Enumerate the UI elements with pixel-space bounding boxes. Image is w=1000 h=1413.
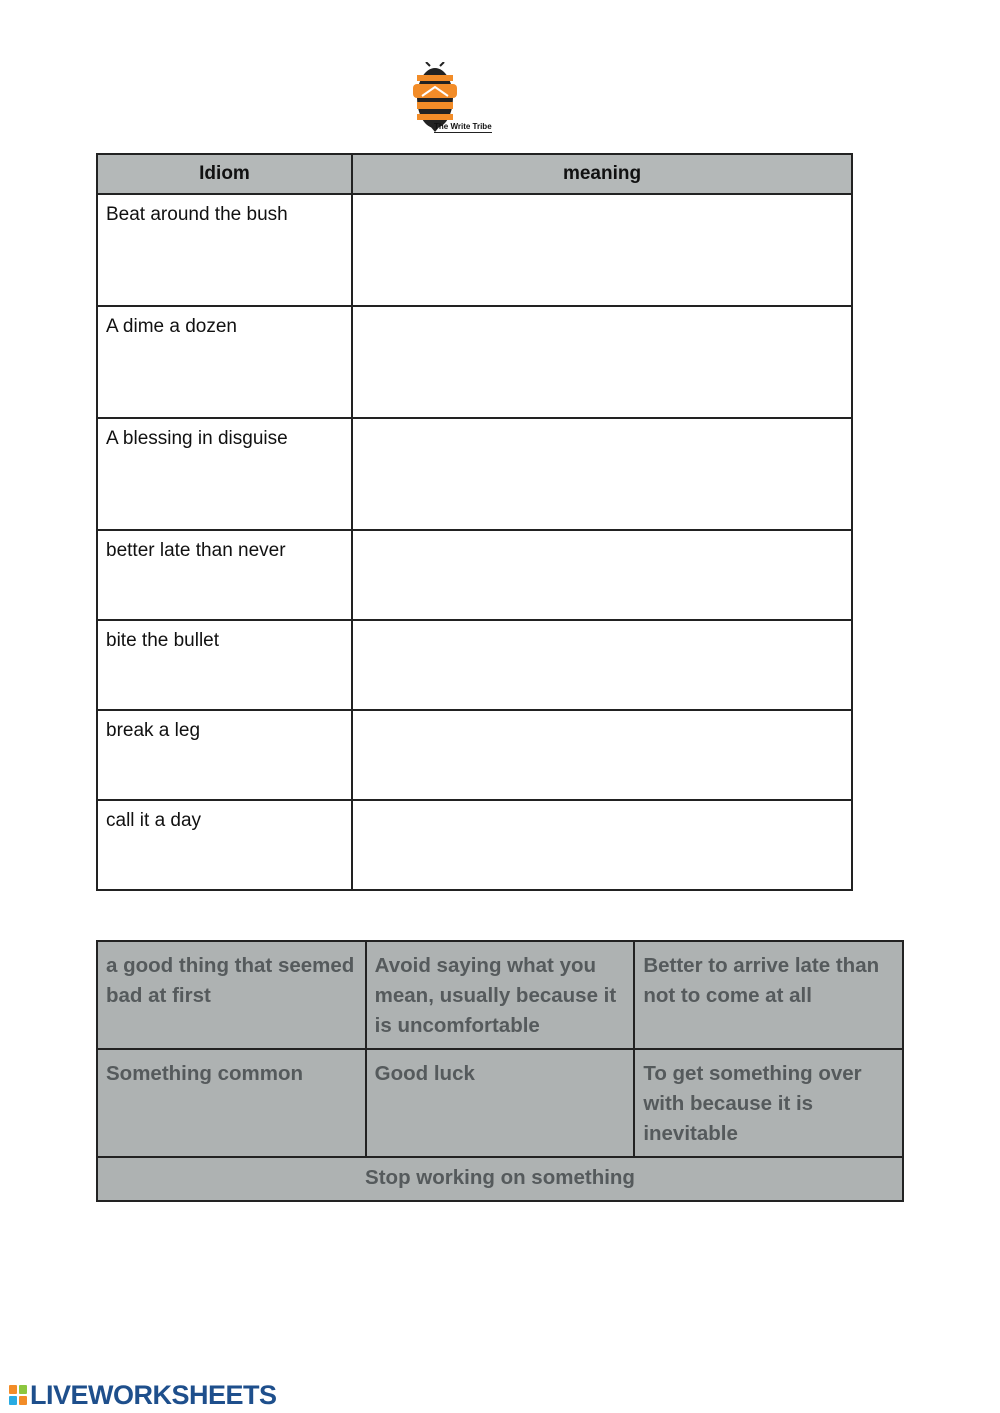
table-row: [97, 194, 852, 306]
meaning-answer-cell[interactable]: [352, 620, 852, 710]
idiom-cell: A dime a dozen: [97, 306, 352, 418]
table-row: [97, 1157, 903, 1201]
meaning-option[interactable]: Stop working on something: [97, 1157, 903, 1201]
meaning-option[interactable]: To get something over with because it is inevitable: [634, 1049, 903, 1157]
meaning-answer-cell[interactable]: [352, 710, 852, 800]
idiom-header: Idiom: [97, 154, 352, 194]
meaning-answer-cell[interactable]: [352, 306, 852, 418]
meaning-answer-cell[interactable]: [352, 194, 852, 306]
table-row: [97, 530, 852, 620]
liveworksheets-footer[interactable]: [8, 1380, 277, 1410]
meaning-option[interactable]: Good luck: [366, 1049, 635, 1157]
table-row: [97, 710, 852, 800]
table-row: [97, 306, 852, 418]
idiom-cell: bite the bullet: [97, 620, 352, 710]
idiom-cell: break a leg: [97, 710, 352, 800]
footer-brand: LIVEWORKSHEETS: [30, 1379, 277, 1410]
meaning-answer-cell[interactable]: [352, 530, 852, 620]
meaning-option[interactable]: Avoid saying what you mean, usually because it is uncomfortable: [366, 941, 635, 1049]
table-row: [97, 1049, 903, 1157]
table-row: [97, 800, 852, 890]
idiom-table: [96, 153, 853, 891]
meaning-option[interactable]: Something common: [97, 1049, 366, 1157]
liveworksheets-logo-icon: [8, 1382, 28, 1408]
meaning-answer-cell[interactable]: [352, 800, 852, 890]
idiom-cell: A blessing in disguise: [97, 418, 352, 530]
meaning-option[interactable]: Better to arrive late than not to come at all: [634, 941, 903, 1049]
idiom-cell: Beat around the bush: [97, 194, 352, 306]
idiom-cell: better late than never: [97, 530, 352, 620]
meaning-header: meaning: [352, 154, 852, 194]
idiom-cell: call it a day: [97, 800, 352, 890]
meaning-bank: [96, 940, 904, 1202]
table-row: [97, 620, 852, 710]
logo-caption: The Write Tribe: [434, 122, 492, 131]
meaning-option[interactable]: a good thing that seemed bad at first: [97, 941, 366, 1049]
table-row: [97, 418, 852, 530]
meaning-answer-cell[interactable]: [352, 418, 852, 530]
table-row: [97, 941, 903, 1049]
